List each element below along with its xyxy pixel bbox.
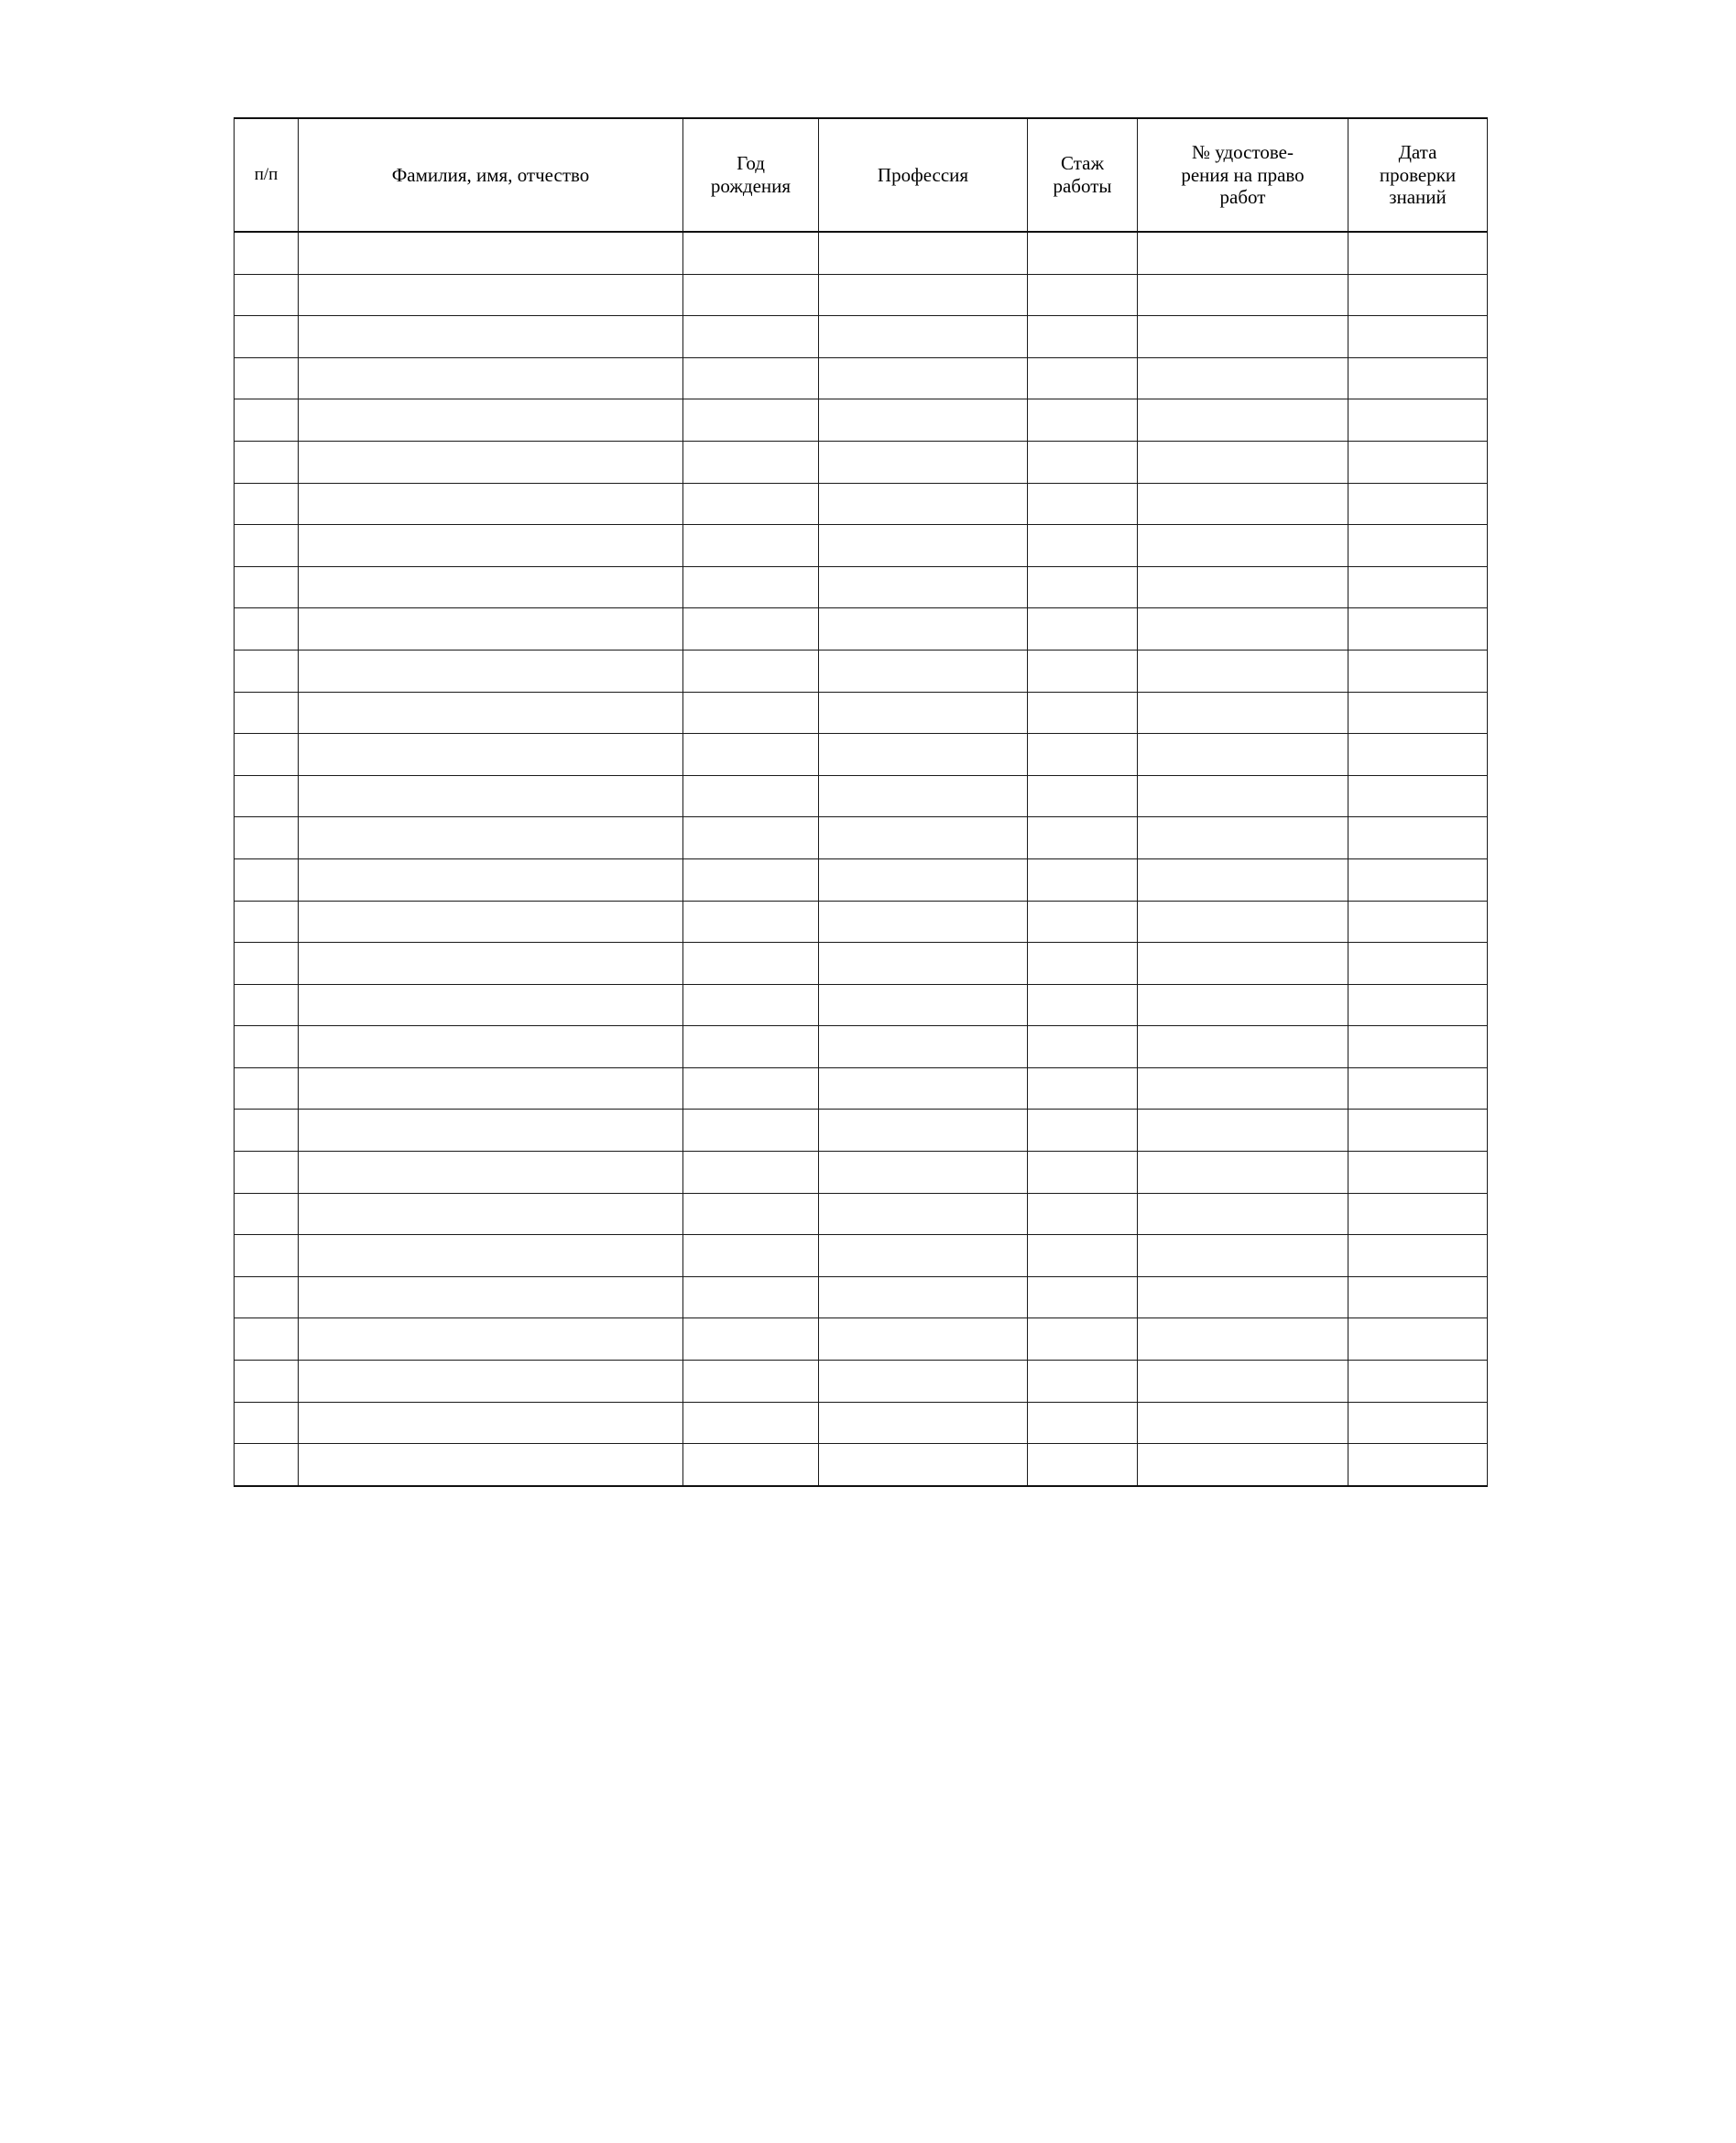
table-cell-prof[interactable] [819,357,1028,399]
table-cell-year[interactable] [683,1402,819,1444]
table-row[interactable] [235,483,1488,525]
table-row[interactable] [235,232,1488,274]
table-cell-cert[interactable] [1138,1152,1348,1194]
table-cell-cert[interactable] [1138,1318,1348,1361]
column-header-certificate [1138,118,1348,232]
table-cell-year[interactable] [683,775,819,817]
table-cell-year[interactable] [683,1318,819,1361]
table-row[interactable] [235,1152,1488,1194]
table-cell-num[interactable] [235,1444,299,1486]
table-cell-date[interactable] [1348,1193,1488,1235]
table-cell-date[interactable] [1348,943,1488,985]
table-cell-date[interactable] [1348,399,1488,442]
table-cell-num[interactable] [235,1235,299,1277]
table-cell-num[interactable] [235,1318,299,1361]
table-row[interactable] [235,274,1488,316]
table-cell-date[interactable] [1348,441,1488,483]
table-row[interactable] [235,734,1488,776]
table-cell-exp[interactable] [1028,1361,1138,1403]
table-cell-date[interactable] [1348,1276,1488,1318]
table-row[interactable] [235,1402,1488,1444]
table-cell-cert[interactable] [1138,399,1348,442]
table-cell-year[interactable] [683,608,819,651]
table-row[interactable] [235,775,1488,817]
table-row[interactable] [235,399,1488,442]
table-row[interactable] [235,441,1488,483]
table-cell-year[interactable] [683,441,819,483]
table-cell-cert[interactable] [1138,357,1348,399]
table-cell-exp[interactable] [1028,1444,1138,1486]
column-header-checkdate-label-line3: знаний [1389,186,1447,209]
table-cell-exp[interactable] [1028,1276,1138,1318]
column-header-certificate-label-line2: рения на право [1181,163,1305,186]
table-cell-cert[interactable] [1138,692,1348,734]
table-cell-fio[interactable] [299,566,683,608]
table-cell-cert[interactable] [1138,1444,1348,1486]
table-cell-cert[interactable] [1138,483,1348,525]
table-cell-exp[interactable] [1028,441,1138,483]
table-cell-fio[interactable] [299,1276,683,1318]
table-cell-year[interactable] [683,1444,819,1486]
table-cell-num[interactable] [235,734,299,776]
column-header-birthyear-label-line1: Год [737,152,765,175]
table-cell-prof[interactable] [819,692,1028,734]
table-cell-exp[interactable] [1028,1067,1138,1110]
column-header-fullname [299,118,683,232]
table-cell-exp[interactable] [1028,399,1138,442]
table-cell-date[interactable] [1348,1067,1488,1110]
table-cell-fio[interactable] [299,775,683,817]
table-cell-exp[interactable] [1028,858,1138,901]
table-cell-prof[interactable] [819,734,1028,776]
table-cell-cert[interactable] [1138,775,1348,817]
table-cell-fio[interactable] [299,399,683,442]
table-cell-exp[interactable] [1028,483,1138,525]
column-header-certificate-label-line1: № удостове- [1192,140,1294,163]
table-row[interactable] [235,1361,1488,1403]
column-header-profession [819,118,1028,232]
column-header-profession-label: Профессия [877,163,969,186]
table-cell-fio[interactable] [299,1110,683,1152]
table-cell-fio[interactable] [299,525,683,567]
table-cell-fio[interactable] [299,901,683,943]
table-cell-year[interactable] [683,483,819,525]
table-cell-num[interactable] [235,1110,299,1152]
column-header-experience-label-line1: Стаж [1061,152,1104,175]
table-cell-num[interactable] [235,858,299,901]
table-cell-date[interactable] [1348,734,1488,776]
table-row[interactable] [235,608,1488,651]
table-cell-num[interactable] [235,316,299,358]
table-cell-cert[interactable] [1138,650,1348,692]
column-header-experience-label-line2: работы [1053,175,1112,197]
column-header-number [235,118,299,232]
table-row[interactable] [235,1067,1488,1110]
table-cell-date[interactable] [1348,692,1488,734]
table-cell-exp[interactable] [1028,692,1138,734]
table-cell-exp[interactable] [1028,608,1138,651]
table-cell-fio[interactable] [299,692,683,734]
table-cell-num[interactable] [235,901,299,943]
column-header-experience [1028,118,1138,232]
table-cell-year[interactable] [683,901,819,943]
table-cell-year[interactable] [683,525,819,567]
table-cell-cert[interactable] [1138,1110,1348,1152]
table-cell-date[interactable] [1348,1318,1488,1361]
table-cell-exp[interactable] [1028,943,1138,985]
table-cell-fio[interactable] [299,1402,683,1444]
table-cell-prof[interactable] [819,1152,1028,1194]
column-header-number-label: п/п [254,164,278,184]
table-cell-prof[interactable] [819,274,1028,316]
table-row[interactable] [235,1318,1488,1361]
table-cell-fio[interactable] [299,232,683,274]
table-cell-fio[interactable] [299,1444,683,1486]
table-cell-num[interactable] [235,1276,299,1318]
table-cell-fio[interactable] [299,1193,683,1235]
column-header-checkdate-label-line2: проверки [1379,163,1457,186]
table-cell-date[interactable] [1348,274,1488,316]
table-row[interactable] [235,858,1488,901]
table-cell-prof[interactable] [819,232,1028,274]
table-row[interactable] [235,525,1488,567]
table-cell-prof[interactable] [819,1193,1028,1235]
table-cell-year[interactable] [683,943,819,985]
table-cell-year[interactable] [683,357,819,399]
table-cell-cert[interactable] [1138,441,1348,483]
table-cell-exp[interactable] [1028,274,1138,316]
table-cell-year[interactable] [683,1110,819,1152]
table-cell-exp[interactable] [1028,901,1138,943]
table-cell-exp[interactable] [1028,1193,1138,1235]
table-cell-prof[interactable] [819,1444,1028,1486]
table-row[interactable] [235,357,1488,399]
table-cell-date[interactable] [1348,566,1488,608]
table-cell-date[interactable] [1348,901,1488,943]
table-row[interactable] [235,316,1488,358]
table-cell-fio[interactable] [299,734,683,776]
table-cell-cert[interactable] [1138,817,1348,859]
table-cell-prof[interactable] [819,1026,1028,1068]
table-cell-year[interactable] [683,650,819,692]
table-cell-cert[interactable] [1138,1402,1348,1444]
table-cell-prof[interactable] [819,1067,1028,1110]
table-cell-cert[interactable] [1138,1026,1348,1068]
table-cell-cert[interactable] [1138,734,1348,776]
table-cell-fio[interactable] [299,357,683,399]
table-row[interactable] [235,1444,1488,1486]
table-row[interactable] [235,692,1488,734]
table-cell-date[interactable] [1348,1026,1488,1068]
table-cell-cert[interactable] [1138,1235,1348,1277]
table-cell-num[interactable] [235,943,299,985]
table-cell-date[interactable] [1348,525,1488,567]
table-cell-prof[interactable] [819,1361,1028,1403]
table-cell-date[interactable] [1348,817,1488,859]
table-cell-date[interactable] [1348,232,1488,274]
table-cell-prof[interactable] [819,1402,1028,1444]
table-cell-date[interactable] [1348,1152,1488,1194]
table-cell-date[interactable] [1348,775,1488,817]
table-row[interactable] [235,1110,1488,1152]
table-cell-fio[interactable] [299,1067,683,1110]
table-cell-prof[interactable] [819,1318,1028,1361]
table-cell-num[interactable] [235,566,299,608]
table-cell-fio[interactable] [299,984,683,1026]
table-cell-fio[interactable] [299,817,683,859]
table-cell-prof[interactable] [819,1235,1028,1277]
table-row[interactable] [235,566,1488,608]
table-cell-exp[interactable] [1028,650,1138,692]
table-cell-fio[interactable] [299,274,683,316]
table-cell-year[interactable] [683,1361,819,1403]
table-cell-year[interactable] [683,1276,819,1318]
table-cell-num[interactable] [235,274,299,316]
table-cell-date[interactable] [1348,858,1488,901]
table-cell-prof[interactable] [819,943,1028,985]
table-cell-cert[interactable] [1138,943,1348,985]
table-cell-year[interactable] [683,1235,819,1277]
table-cell-prof[interactable] [819,1276,1028,1318]
table-cell-cert[interactable] [1138,984,1348,1026]
table-cell-num[interactable] [235,650,299,692]
table-cell-date[interactable] [1348,357,1488,399]
table-row[interactable] [235,1193,1488,1235]
table-cell-prof[interactable] [819,858,1028,901]
table-cell-prof[interactable] [819,650,1028,692]
table-cell-exp[interactable] [1028,984,1138,1026]
table-cell-date[interactable] [1348,1402,1488,1444]
column-header-checkdate-label-line1: Дата [1398,140,1437,163]
table-cell-fio[interactable] [299,1361,683,1403]
table-cell-prof[interactable] [819,399,1028,442]
table-row[interactable] [235,943,1488,985]
table-cell-prof[interactable] [819,608,1028,651]
table-cell-num[interactable] [235,525,299,567]
table-cell-cert[interactable] [1138,274,1348,316]
table-cell-num[interactable] [235,1026,299,1068]
table-cell-prof[interactable] [819,775,1028,817]
table-cell-cert[interactable] [1138,566,1348,608]
table-cell-cert[interactable] [1138,525,1348,567]
table-cell-num[interactable] [235,775,299,817]
table-cell-exp[interactable] [1028,817,1138,859]
table-cell-date[interactable] [1348,984,1488,1026]
table-cell-cert[interactable] [1138,1276,1348,1318]
table-cell-year[interactable] [683,692,819,734]
table-cell-cert[interactable] [1138,316,1348,358]
table-cell-exp[interactable] [1028,1152,1138,1194]
table-cell-num[interactable] [235,817,299,859]
column-header-birthyear [683,118,819,232]
table-cell-exp[interactable] [1028,775,1138,817]
table-cell-prof[interactable] [819,441,1028,483]
table-cell-cert[interactable] [1138,858,1348,901]
table-cell-cert[interactable] [1138,1067,1348,1110]
table-cell-num[interactable] [235,483,299,525]
table-cell-num[interactable] [235,1402,299,1444]
table-cell-year[interactable] [683,232,819,274]
table-cell-fio[interactable] [299,608,683,651]
table-cell-date[interactable] [1348,1110,1488,1152]
table-cell-fio[interactable] [299,483,683,525]
table-cell-fio[interactable] [299,441,683,483]
table-cell-date[interactable] [1348,608,1488,651]
table-cell-exp[interactable] [1028,232,1138,274]
table-cell-year[interactable] [683,399,819,442]
table-cell-year[interactable] [683,1026,819,1068]
table-cell-year[interactable] [683,274,819,316]
table-row[interactable] [235,650,1488,692]
table-cell-fio[interactable] [299,1026,683,1068]
table-cell-date[interactable] [1348,483,1488,525]
table-cell-prof[interactable] [819,817,1028,859]
table-cell-num[interactable] [235,1152,299,1194]
table-cell-num[interactable] [235,692,299,734]
table-cell-year[interactable] [683,316,819,358]
table-cell-num[interactable] [235,1193,299,1235]
table-cell-exp[interactable] [1028,1110,1138,1152]
table-cell-exp[interactable] [1028,357,1138,399]
knowledge-check-register-table [234,117,1488,1487]
table-cell-fio[interactable] [299,943,683,985]
table-cell-fio[interactable] [299,650,683,692]
register-table-container [234,117,1487,1487]
table-cell-fio[interactable] [299,1235,683,1277]
table-row[interactable] [235,1235,1488,1277]
table-cell-num[interactable] [235,1067,299,1110]
table-cell-exp[interactable] [1028,566,1138,608]
table-cell-year[interactable] [683,1152,819,1194]
table-cell-cert[interactable] [1138,901,1348,943]
table-row[interactable] [235,984,1488,1026]
table-header [235,118,1488,232]
table-cell-prof[interactable] [819,1110,1028,1152]
table-row[interactable] [235,1276,1488,1318]
table-cell-date[interactable] [1348,1444,1488,1486]
table-cell-fio[interactable] [299,1318,683,1361]
column-header-birthyear-label-line2: рождения [710,175,792,197]
table-row[interactable] [235,817,1488,859]
table-cell-year[interactable] [683,734,819,776]
header-row [235,118,1488,232]
table-cell-num[interactable] [235,232,299,274]
table-cell-exp[interactable] [1028,316,1138,358]
column-header-checkdate [1348,118,1488,232]
table-row[interactable] [235,901,1488,943]
table-cell-exp[interactable] [1028,1318,1138,1361]
table-cell-date[interactable] [1348,1235,1488,1277]
table-cell-num[interactable] [235,399,299,442]
table-cell-cert[interactable] [1138,608,1348,651]
table-cell-num[interactable] [235,608,299,651]
table-row[interactable] [235,1026,1488,1068]
table-cell-year[interactable] [683,858,819,901]
table-cell-date[interactable] [1348,1361,1488,1403]
table-cell-year[interactable] [683,984,819,1026]
table-body [235,232,1488,1486]
table-cell-exp[interactable] [1028,1026,1138,1068]
table-cell-prof[interactable] [819,525,1028,567]
table-cell-prof[interactable] [819,316,1028,358]
table-cell-fio[interactable] [299,1152,683,1194]
table-cell-prof[interactable] [819,984,1028,1026]
table-cell-num[interactable] [235,441,299,483]
table-cell-fio[interactable] [299,316,683,358]
table-cell-year[interactable] [683,1193,819,1235]
table-cell-date[interactable] [1348,650,1488,692]
table-cell-num[interactable] [235,357,299,399]
table-cell-exp[interactable] [1028,1402,1138,1444]
table-cell-prof[interactable] [819,901,1028,943]
column-header-certificate-label-line3: работ [1219,186,1266,209]
table-cell-date[interactable] [1348,316,1488,358]
table-cell-prof[interactable] [819,566,1028,608]
table-cell-exp[interactable] [1028,734,1138,776]
table-cell-exp[interactable] [1028,1235,1138,1277]
table-cell-cert[interactable] [1138,1193,1348,1235]
table-cell-num[interactable] [235,984,299,1026]
table-cell-cert[interactable] [1138,232,1348,274]
column-header-fullname-label: Фамилия, имя, отчество [391,163,590,186]
table-cell-exp[interactable] [1028,525,1138,567]
table-cell-year[interactable] [683,566,819,608]
table-cell-year[interactable] [683,817,819,859]
table-cell-cert[interactable] [1138,1361,1348,1403]
table-cell-prof[interactable] [819,483,1028,525]
table-cell-num[interactable] [235,1361,299,1403]
table-cell-year[interactable] [683,1067,819,1110]
table-cell-fio[interactable] [299,858,683,901]
